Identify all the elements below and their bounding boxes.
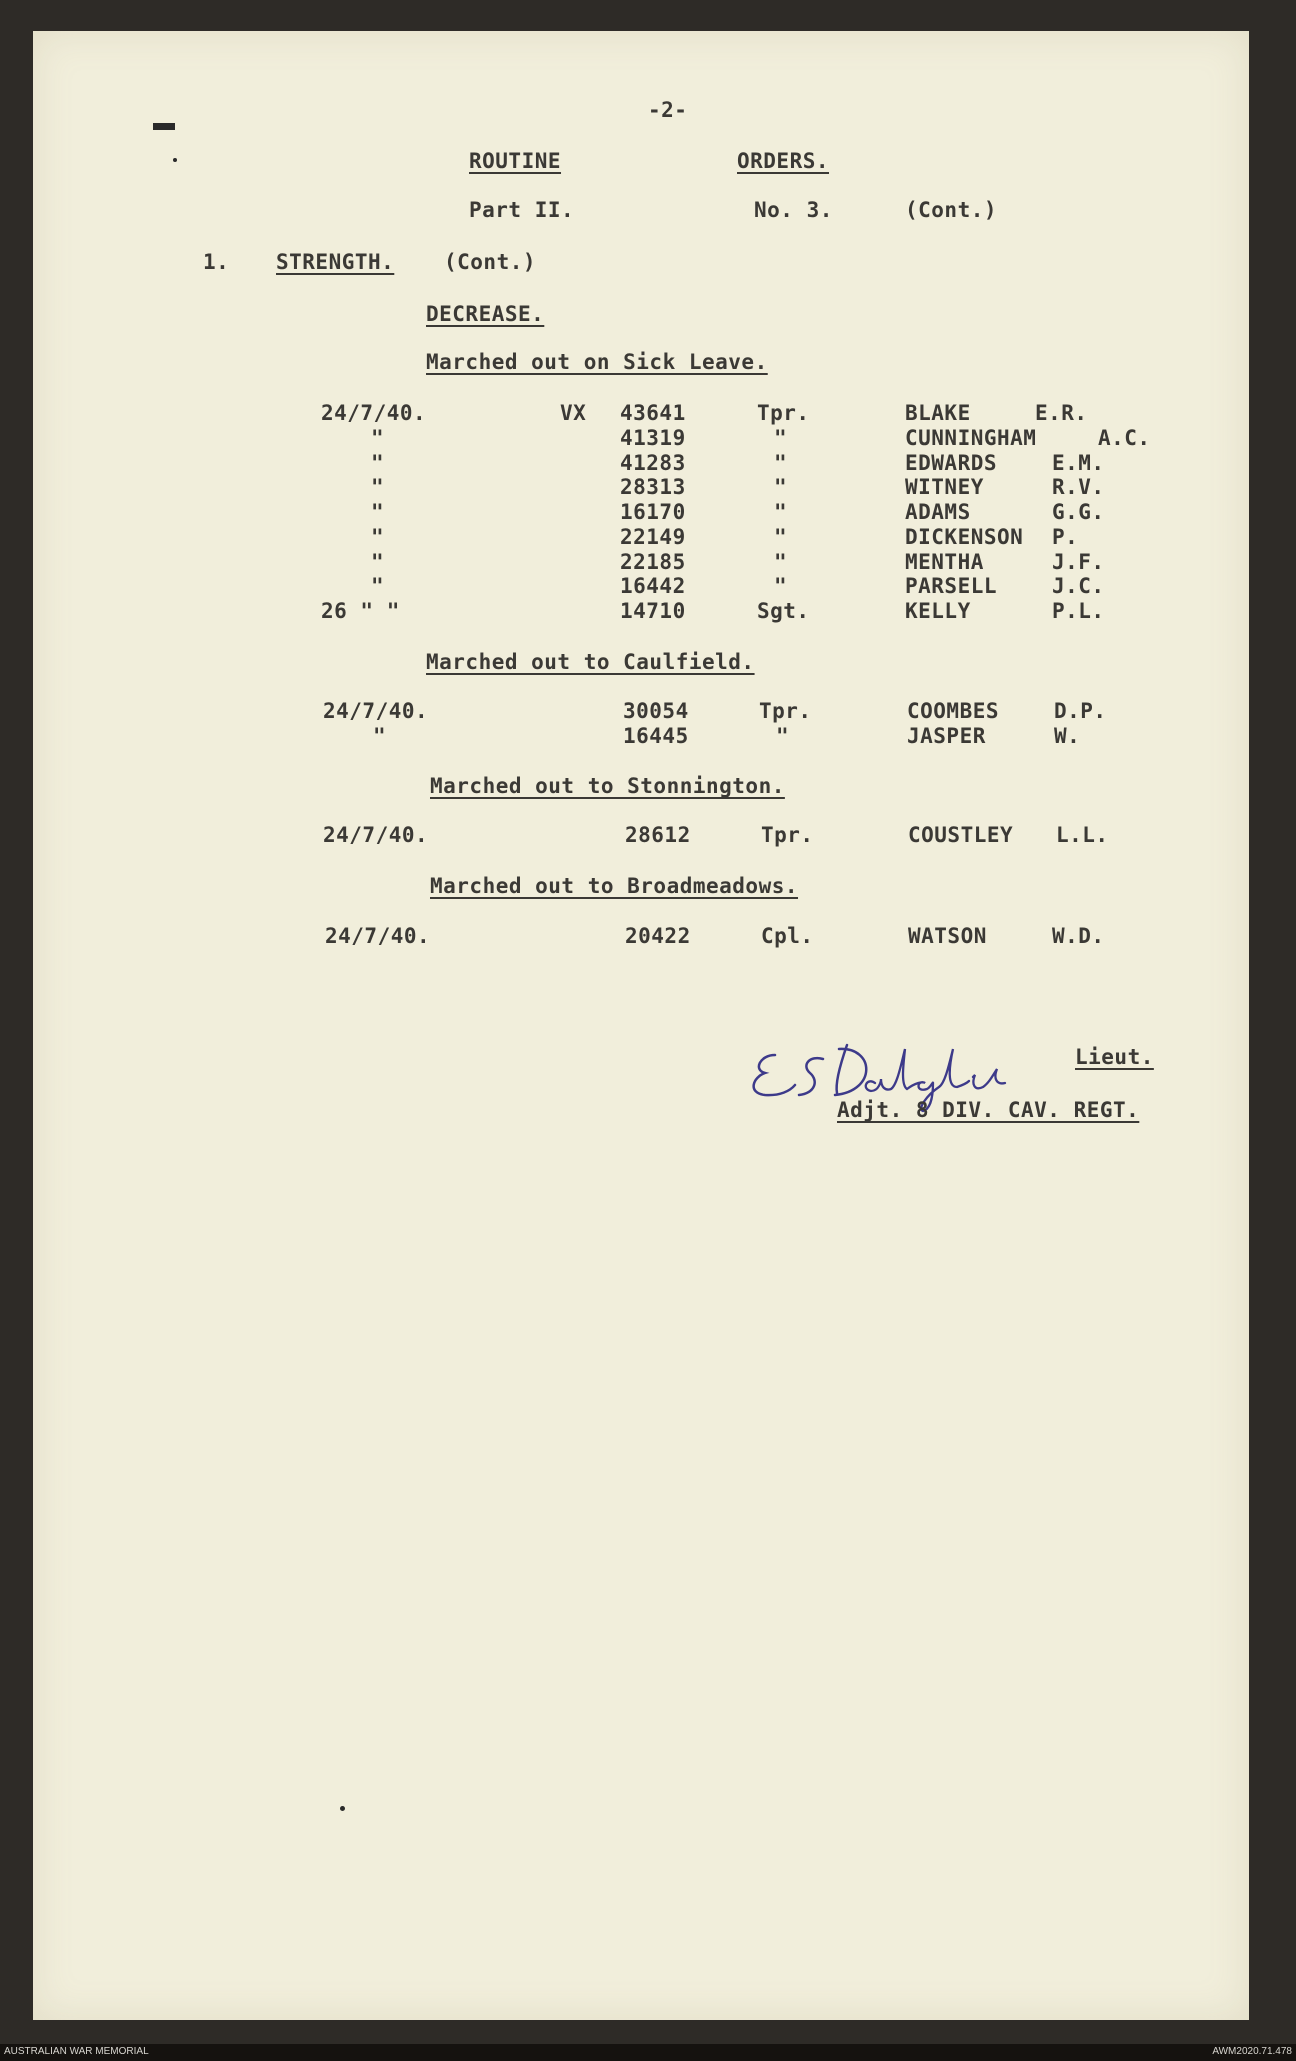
- surname-cell: KELLY: [905, 599, 971, 623]
- initials-cell: W.: [1054, 724, 1081, 748]
- initials-cell: J.F.: [1052, 550, 1105, 574]
- rank-cell: ": [774, 500, 788, 524]
- table-row: [0, 699, 1296, 725]
- group-heading: Marched out to Stonnington.: [430, 774, 785, 798]
- section-title: STRENGTH.: [276, 250, 395, 274]
- rank-cell: ": [776, 724, 790, 748]
- number-cell: 41319: [620, 426, 686, 450]
- number-cell: 28612: [625, 823, 691, 847]
- number-cell: 14710: [620, 599, 686, 623]
- ink-speck: [340, 1806, 345, 1811]
- date-cell: ": [371, 574, 385, 598]
- page-number: -2-: [648, 98, 688, 122]
- date-cell: ": [373, 724, 387, 748]
- number-cell: 20422: [625, 924, 691, 948]
- number-cell: 43641: [620, 401, 686, 425]
- initials-cell: R.V.: [1052, 475, 1105, 499]
- group-heading: Marched out to Caulfield.: [426, 650, 755, 674]
- rank-cell: Tpr.: [759, 699, 812, 723]
- surname-cell: JASPER: [907, 724, 986, 748]
- table-row: [0, 599, 1296, 625]
- signatory-appointment: Adjt. 8 DIV. CAV. REGT.: [837, 1098, 1140, 1122]
- surname-cell: DICKENSON: [905, 525, 1024, 549]
- date-cell: ": [371, 525, 385, 549]
- order-number: No. 3.: [754, 198, 833, 222]
- initials-cell: W.D.: [1052, 924, 1105, 948]
- number-cell: 16445: [623, 724, 689, 748]
- date-cell: 24/7/40.: [321, 401, 427, 425]
- surname-cell: WITNEY: [905, 475, 984, 499]
- number-cell: 41283: [620, 451, 686, 475]
- prefix-cell: VX: [560, 401, 587, 425]
- document-page: [33, 31, 1249, 2020]
- rank-cell: ": [774, 451, 788, 475]
- date-cell: ": [371, 426, 385, 450]
- rank-cell: ": [774, 574, 788, 598]
- rank-cell: Cpl.: [761, 924, 814, 948]
- section-continued: (Cont.): [444, 250, 537, 274]
- initials-cell: A.C.: [1098, 426, 1151, 450]
- rank-cell: Tpr.: [757, 401, 810, 425]
- continued-label: (Cont.): [905, 198, 998, 222]
- initials-cell: G.G.: [1052, 500, 1105, 524]
- group-heading: Marched out to Broadmeadows.: [430, 874, 799, 898]
- initials-cell: L.L.: [1056, 823, 1109, 847]
- table-row: [0, 451, 1296, 477]
- initials-cell: P.: [1052, 525, 1079, 549]
- part-label: Part II.: [469, 198, 575, 222]
- table-row: [0, 426, 1296, 452]
- initials-cell: E.R.: [1035, 401, 1088, 425]
- surname-cell: PARSELL: [905, 574, 998, 598]
- date-cell: ": [371, 451, 385, 475]
- archive-name: AUSTRALIAN WAR MEMORIAL: [4, 2046, 149, 2057]
- table-row: [0, 823, 1296, 849]
- surname-cell: CUNNINGHAM: [905, 426, 1037, 450]
- ink-speck: [173, 158, 177, 162]
- initials-cell: J.C.: [1052, 574, 1105, 598]
- number-cell: 22185: [620, 550, 686, 574]
- surname-cell: COOMBES: [907, 699, 1000, 723]
- rank-cell: ": [774, 475, 788, 499]
- signatory-rank: Lieut.: [1075, 1045, 1154, 1069]
- table-row: [0, 924, 1296, 950]
- date-cell: ": [371, 475, 385, 499]
- number-cell: 22149: [620, 525, 686, 549]
- surname-cell: ADAMS: [905, 500, 971, 524]
- date-cell: 26 " ": [321, 599, 400, 623]
- rank-cell: Sgt.: [757, 599, 810, 623]
- number-cell: 16170: [620, 500, 686, 524]
- heading-routine: ROUTINE: [469, 149, 562, 173]
- rank-cell: Tpr.: [761, 823, 814, 847]
- rank-cell: ": [774, 550, 788, 574]
- table-row: [0, 724, 1296, 750]
- surname-cell: MENTHA: [905, 550, 984, 574]
- surname-cell: COUSTLEY: [908, 823, 1014, 847]
- section-number: 1.: [203, 250, 230, 274]
- table-row: [0, 550, 1296, 576]
- archive-reference: AWM2020.71.478: [1212, 2046, 1292, 2057]
- date-cell: 24/7/40.: [323, 823, 429, 847]
- date-cell: 24/7/40.: [323, 699, 429, 723]
- table-row: [0, 525, 1296, 551]
- table-row: [0, 500, 1296, 526]
- rank-cell: ": [774, 426, 788, 450]
- number-cell: 28313: [620, 475, 686, 499]
- initials-cell: D.P.: [1054, 699, 1107, 723]
- number-cell: 16442: [620, 574, 686, 598]
- date-cell: ": [371, 500, 385, 524]
- rank-cell: ": [774, 525, 788, 549]
- ink-speck: [153, 123, 175, 130]
- date-cell: ": [371, 550, 385, 574]
- surname-cell: BLAKE: [905, 401, 971, 425]
- archive-footer: [0, 2044, 1296, 2061]
- subsection-title: DECREASE.: [426, 302, 545, 326]
- date-cell: 24/7/40.: [325, 924, 431, 948]
- initials-cell: P.L.: [1052, 599, 1105, 623]
- table-row: [0, 574, 1296, 600]
- group-heading: Marched out on Sick Leave.: [426, 350, 768, 374]
- surname-cell: EDWARDS: [905, 451, 998, 475]
- initials-cell: E.M.: [1052, 451, 1105, 475]
- number-cell: 30054: [623, 699, 689, 723]
- table-row: [0, 475, 1296, 501]
- heading-orders: ORDERS.: [737, 149, 830, 173]
- surname-cell: WATSON: [908, 924, 987, 948]
- table-row: [0, 401, 1296, 427]
